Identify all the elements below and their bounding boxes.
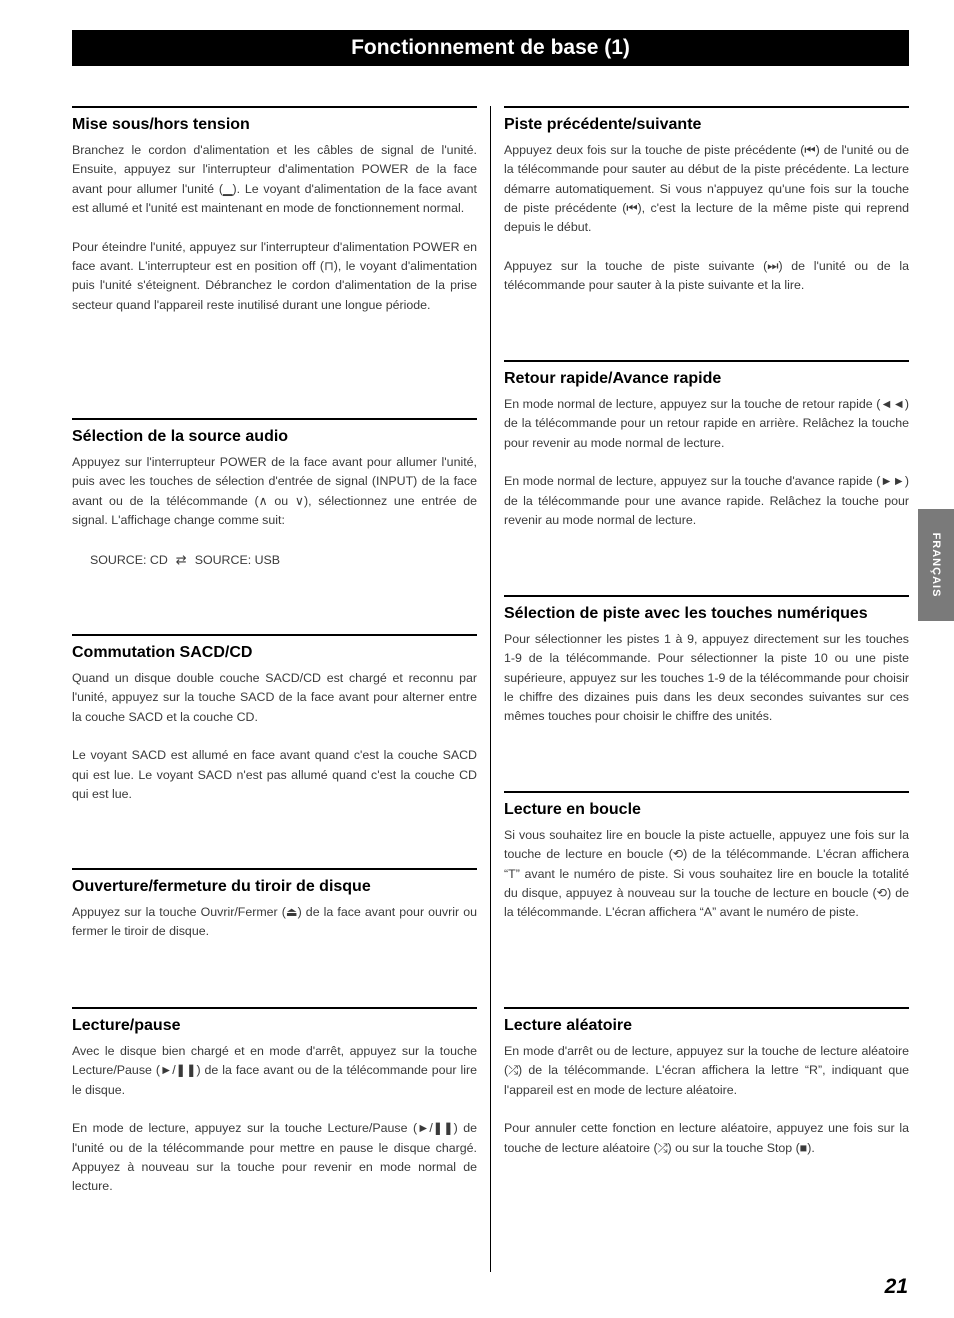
section-heading: Lecture en boucle: [504, 801, 641, 818]
section-sacd-cd: [72, 634, 477, 804]
language-tab: [918, 509, 954, 621]
source-sequence: [90, 550, 477, 570]
column-divider: [490, 106, 491, 1272]
source-cd-label: SOURCE: CD: [90, 553, 168, 568]
section-heading: Mise sous/hors tension: [72, 116, 250, 133]
section-paragraph: En mode de lecture, appuyez sur la touche Lecture/Pause (►/❚❚) de l'unité ou de la télécommande pour mettre en pause le disque chargé. Appuyez à nouveau sur la touche pour revenir en mode normal de lecture.: [72, 1121, 477, 1194]
section-repeat-play: [504, 791, 909, 923]
section-rule: [504, 106, 909, 108]
section-paragraph: Avec le disque bien chargé et en mode d'arrêt, appuyez sur la touche Lecture/Pause (►/❚❚) de la face avant ou de la télécommande pour lire le disque.: [72, 1044, 477, 1097]
section-heading: Commutation SACD/CD: [72, 644, 253, 661]
section-rewind-forward: [504, 360, 909, 530]
section-heading: Retour rapide/Avance rapide: [504, 370, 722, 387]
section-rule: [72, 418, 477, 420]
section-paragraph: En mode normal de lecture, appuyez sur la touche d'avance rapide (►►) de la télécommande pour une avance rapide. Relâchez la touche pour revenir au mode normal de lecture.: [504, 474, 909, 528]
section-rule: [504, 595, 909, 597]
section-rule: [72, 1007, 477, 1009]
section-rule: [72, 106, 477, 108]
section-heading: Lecture/pause: [72, 1017, 181, 1034]
section-audio-source: [72, 418, 477, 570]
section-disc-tray: [72, 868, 477, 942]
section-paragraph: Si vous souhaitez lire en boucle la piste actuelle, appuyez une fois sur la touche de lecture en boucle (⟲) de la télécommande. L'écran affichera “T” avant le numéro de piste. Si vous souhaitez lire en boucle la totalité du disque, appuyez à nouveau sur la touche de lecture en boucle (⟲) de la télécommande. L'écran affichera “A” avant le numéro de piste.: [504, 828, 909, 920]
section-paragraph: Branchez le cordon d'alimentation et les câbles de signal de l'unité. Ensuite, appuyez sur l'interrupteur d'alimentation POWER de la face avant pour allumer l'unité (▁). Le voyant d'alimentation de la face avant est allumé et l'unité est maintenant en mode de fonctionnement normal.: [72, 143, 477, 216]
section-paragraph: Appuyez deux fois sur la touche de piste précédente (⏮) de l'unité ou de la télécommande pour sauter au début de la piste précédente. La lecture démarre automatiquement. Si vous n'appuyez qu'une fois sur la touche de piste précédente (⏮), c'est la lecture de la même piste qui reprend depuis le début.: [504, 143, 910, 235]
section-prev-next-track: [504, 106, 909, 296]
section-rule: [72, 634, 477, 636]
section-heading: Sélection de piste avec les touches numériques: [504, 605, 868, 622]
section-play-pause: [72, 1007, 477, 1197]
section-rule: [72, 868, 477, 870]
section-heading: Piste précédente/suivante: [504, 116, 702, 133]
section-paragraph: Pour annuler cette fonction en lecture aléatoire, appuyez une fois sur la touche de lecture aléatoire (⤮) ou sur la touche Stop (■).: [504, 1121, 909, 1155]
section-heading: Sélection de la source audio: [72, 428, 289, 445]
section-paragraph: Appuyez sur l'interrupteur POWER de la face avant pour allumer l'unité, puis avec les touches de sélection d'entrée de signal (INPUT) de la face avant ou de la télécommande (∧ ou ∨), sélectionnez une entrée de signal. L'affichage change comme suit:: [72, 455, 477, 528]
language-tab-label: FRANÇAIS: [930, 532, 942, 598]
section-rule: [504, 1007, 909, 1009]
section-heading: Ouverture/fermeture du tiroir de disque: [72, 878, 371, 895]
source-usb-label: SOURCE: USB: [194, 553, 281, 568]
section-rule: [504, 791, 909, 793]
section-paragraph: Le voyant SACD est allumé en face avant quand c'est la couche SACD qui est lue. Le voyant SACD n'est pas allumé quand c'est la couche CD qui est lue.: [72, 748, 477, 802]
section-heading: Lecture aléatoire: [504, 1017, 633, 1034]
section-random-play: [504, 1007, 909, 1158]
page-title: Fonctionnement de base (1): [72, 30, 909, 66]
section-numeric-track-select: [504, 595, 909, 727]
swap-arrows-icon: ⇄: [175, 552, 187, 568]
section-paragraph: En mode normal de lecture, appuyez sur la touche de retour rapide (◄◄) de la télécommande pour un retour rapide en arrière. Relâchez la touche pour revenir au mode normal de lecture.: [504, 397, 909, 450]
section-rule: [504, 360, 909, 362]
section-paragraph: Appuyez sur la touche de piste suivante (⏭) de l'unité ou de la télécommande pour sauter à la piste suivante et la lire.: [504, 259, 909, 293]
section-paragraph: Pour éteindre l'unité, appuyez sur l'interrupteur d'alimentation POWER en face avant. L'interrupteur est en position off (⊓), le voyant d'alimentation puis l'unité s'éteignent. Débranchez le cordon d'alimentation de la prise secteur quand l'appareil reste inutilisé durant une longue période.: [72, 239, 477, 312]
section-paragraph: Pour sélectionner les pistes 1 à 9, appuyez directement sur les touches 1-9 de la télécommande. Pour sélectionner la piste 10 ou une piste supérieure, appuyez sur les touches 1-9 de la télécommande pour choisir le chiffre des dizaines puis dans les deux secondes suivantes sur ces mêmes touches pour choisir le chiffre des unités.: [504, 632, 909, 724]
section-power: [72, 106, 477, 315]
section-paragraph: En mode d'arrêt ou de lecture, appuyez sur la touche de lecture aléatoire (⤮) de la télécommande. L'écran affichera la lettre “R”, indiquant que l'appareil est en mode de lecture aléatoire.: [504, 1044, 909, 1097]
page-number: 21: [884, 1275, 908, 1298]
section-paragraph: Appuyez sur la touche Ouvrir/Fermer (⏏) de la face avant pour ouvrir ou fermer le tiroir de disque.: [72, 905, 477, 939]
section-paragraph: Quand un disque double couche SACD/CD est chargé et reconnu par l'unité, appuyez sur la touche SACD de la face avant pour alterner entre la couche SACD et la couche CD.: [72, 671, 477, 724]
